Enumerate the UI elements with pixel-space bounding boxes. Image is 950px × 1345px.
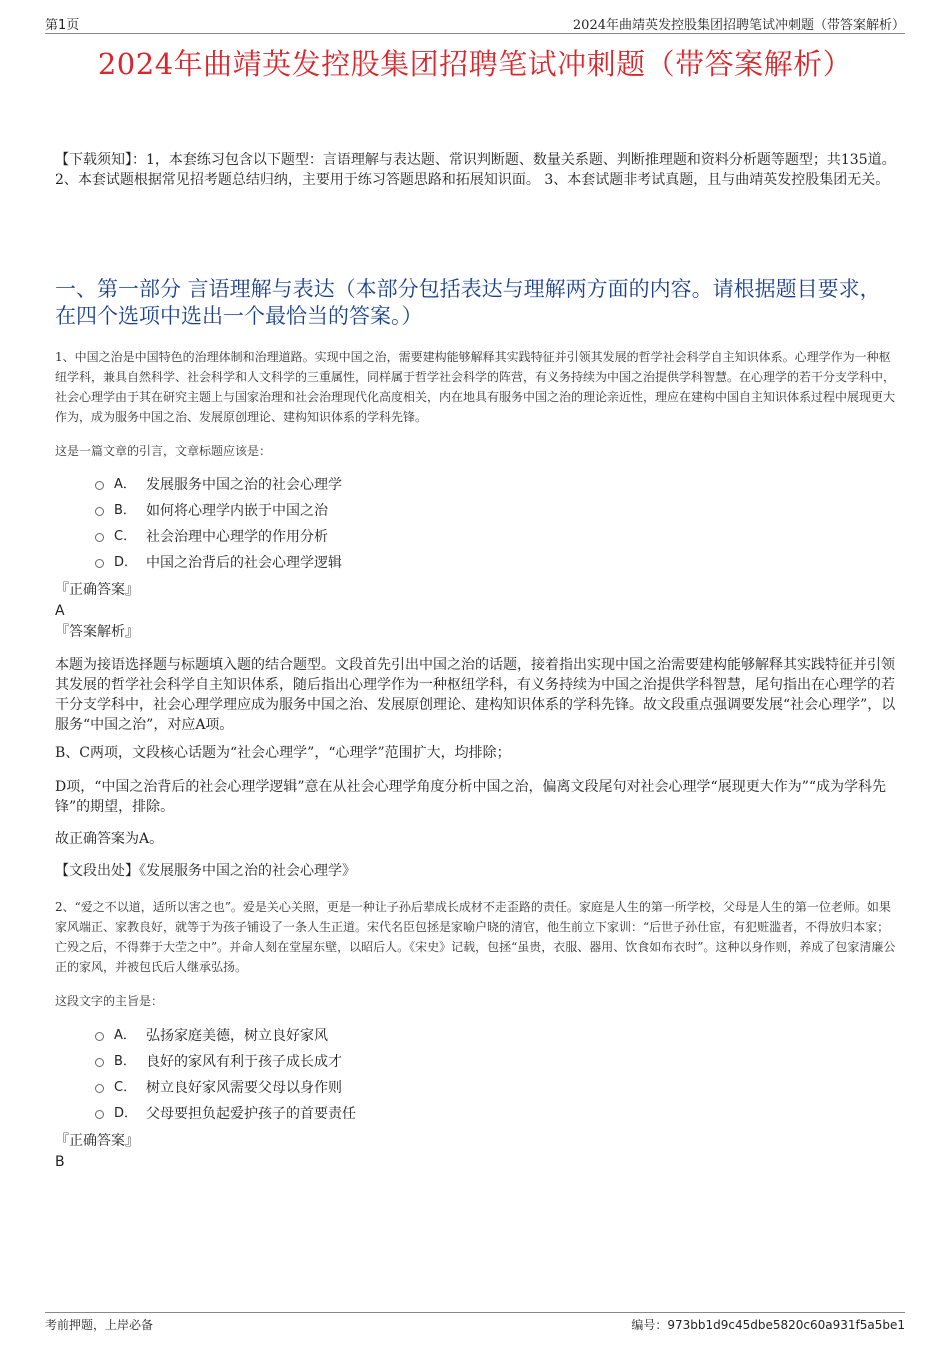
question-2-stem: 2、“爱之不以道，适所以害之也”。爱是关心关照，更是一种让子孙后辈成长成材不走歪路的责任。家庭是人生的第一所学校，父母是人生的第一位老师。如果家风端正、家教良好，就等于为孩子铺设了一条人生正道。宋代名臣包拯是家喻户晓的清官，他生前立下家训：“后世子孙仕宦，有犯赃滥者，不得放归本家；亡殁之后，不得葬于大茔之中”。并命人刻在堂屋东壁，以昭后人。《宋史》记载，包拯“虽贵，衣服、器用、饮食如布衣时”。这种以身作则，养成了包家清廉公正的家风，并被包氏后人继承弘扬。 [55,900,896,974]
question-1-answer: A [55,603,65,619]
radio-icon[interactable] [95,533,104,542]
question-1-stem: 1、中国之治是中国特色的治理体制和治理道路。实现中国之治，需要建构能够解释其实践特征并引领其发展的哲学社会科学自主知识体系。心理学作为一种枢纽学科，兼具自然科学、社会科学和人文科学的三重属性，同样属于哲学社会科学的阵营，有义务持续为中国之治提供学科智慧。在心理学的若干分支学科中，社会心理学由于其在研究主题上与国家治理和社会治理现代化高度相关，内在地具有服务中国之治的理论亲近性，理应在建构中国自主知识体系过程中展现更大作为，成为服务中国之治、发展原创理论、建构知识体系的学科先锋。 [55,350,896,424]
question-1-option-b[interactable]: B． 如何将心理学内嵌于中国之治 [95,498,795,524]
footer-divider [45,1312,905,1313]
question-2-option-d[interactable]: D． 父母要担负起爱护孩子的首要责任 [95,1101,795,1127]
question-1-answer-label: 『正确答案』 [55,582,139,598]
question-1-analysis-1: 本题为接语选择题与标题填入题的结合题型。文段首先引出中国之治的话题，接着指出实现中国之治需要建构能够解释其实践特征并引领其发展的哲学社会科学自主知识体系，随后指出心理学作为一种枢纽学科，有义务持续为中国之治提供学科智慧，尾句指出在心理学的若干分支学科中，社会心理学理应成为服务中国之治、发展原创理论、建构知识体系的学科先锋。故文段重点强调要发展“社会心理学”，以服务“中国之治”，对应A项。 [55,657,896,733]
footer-slogan: 考前押题，上岸必备 [45,1318,154,1332]
question-1-analysis-4: 故正确答案为A。 [55,831,164,847]
question-2-option-b[interactable]: B． 良好的家风有利于孩子成长成才 [95,1049,795,1075]
radio-icon[interactable] [95,507,104,516]
question-1-option-a[interactable]: A． 发展服务中国之治的社会心理学 [95,472,795,498]
question-1-analysis-label: 『答案解析』 [55,624,139,640]
question-1-option-d[interactable]: D． 中国之治背后的社会心理学逻辑 [95,550,795,576]
question-1-options [95,472,795,576]
radio-icon[interactable] [95,1032,104,1041]
radio-icon[interactable] [95,1110,104,1119]
page-number: 第1页 [45,18,80,33]
section-heading: 一、第一部分 言语理解与表达（本部分包括表达与理解两方面的内容。请根据题目要求，在四个选项中选出一个最恰当的答案。） [55,277,881,328]
download-notice: 【下载须知】：1，本套练习包含以下题型：言语理解与表达题、常识判断题、数量关系题、判断推理题和资料分析题等题型；共135道。 2、本套试题根据常见招考题总结归纳，主要用于练习答题思路和拓展知识面。 3、本套试题非考试真题，且与曲靖英发控股集团无关。 [55,152,896,188]
question-2-option-a[interactable]: A． 弘扬家庭美德，树立良好家风 [95,1023,795,1049]
question-2-prompt: 这段文字的主旨是： [55,994,164,1008]
question-2-answer-label: 『正确答案』 [55,1133,139,1149]
header-divider [45,33,905,34]
running-header-title: 2024年曲靖英发控股集团招聘笔试冲刺题（带答案解析） [572,18,905,33]
radio-icon[interactable] [95,1058,104,1067]
question-2-answer: B [55,1154,65,1170]
radio-icon[interactable] [95,1084,104,1093]
radio-icon[interactable] [95,481,104,490]
question-1-option-c[interactable]: C． 社会治理中心理学的作用分析 [95,524,795,550]
question-2-option-c[interactable]: C． 树立良好家风需要父母以身作则 [95,1075,795,1101]
radio-icon[interactable] [95,559,104,568]
question-1-analysis-2: B、C两项，文段核心话题为“社会心理学”，“心理学”范围扩大，均排除； [55,745,511,761]
question-1-analysis-3: D项，“中国之治背后的社会心理学逻辑”意在从社会心理学角度分析中国之治，偏离文段尾句对社会心理学“展现更大作为”“成为学科先锋”的期望，排除。 [55,779,887,815]
question-2-options [95,1023,795,1127]
footer-document-id: 编号：973bb1d9c45dbe5820c60a931f5a5be1 [631,1318,905,1332]
question-1-source: 【文段出处】《发展服务中国之治的社会心理学》 [55,863,356,879]
document-title: 2024年曲靖英发控股集团招聘笔试冲刺题（带答案解析） [97,47,853,81]
question-1-prompt: 这是一篇文章的引言，文章标题应该是： [55,444,272,458]
